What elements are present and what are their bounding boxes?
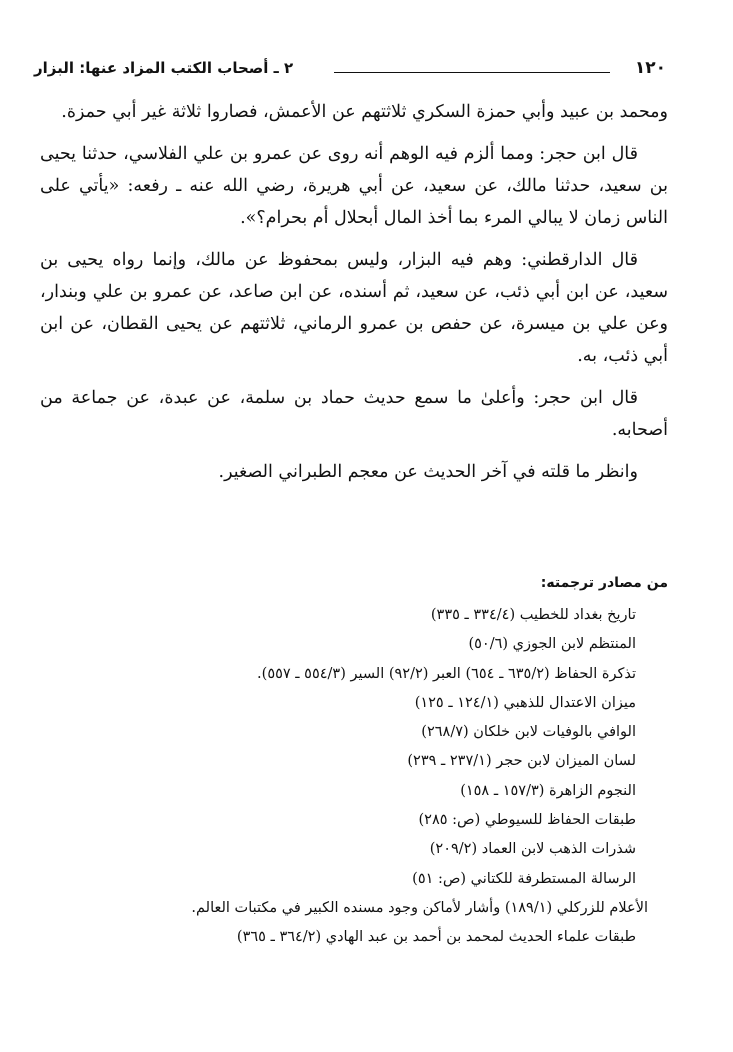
paragraph: قال ابن حجر: ومما ألزم فيه الوهم أنه روى عن عمرو بن علي الفلاسي، حدثنا يحيى بن سعيد، حدثنا مالك، عن سعيد، عن أبي هريرة، رضي الله عنه ـ رفعه: «يأتي على الناس زمان لا يبالي المرء بما أخذ المال أبحلال أم بحرام؟». bbox=[40, 144, 668, 228]
paragraph: قال ابن حجر: وأعلىٰ ما سمع حديث حماد بن سلمة، عن عبدة، عن جماعة من أصحابه. bbox=[40, 388, 668, 440]
page-number: ١٢٠ bbox=[634, 58, 666, 78]
paragraph: ومحمد بن عبيد وأبي حمزة السكري ثلاثتهم عن الأعمش، فصاروا ثلاثة غير أبي حمزة. bbox=[61, 102, 668, 122]
paragraph: قال الدارقطني: وهم فيه البزار، وليس بمحفوظ عن مالك، وإنما رواه يحيى بن سعيد، عن ابن أبي ذئب، عن سعيد، ثم أسنده، عن ابن صاعد، عن عمرو بن علي وبندار، وعن علي بن ميسرة، عن حفص بن عمرو الرماني، ثلاثتهم عن يحيى القطان، عن ابن أبي ذئب، به. bbox=[40, 250, 668, 366]
source-item: تذكرة الحفاظ (٦٣٥/٢ ـ ٦٥٤) العبر (٩٢/٢) السير (٥٥٤/٣ ـ ٥٥٧). bbox=[257, 665, 636, 682]
paragraph: وانظر ما قلته في آخر الحديث عن معجم الطبراني الصغير. bbox=[218, 462, 638, 482]
sources-heading: من مصادر ترجمته: bbox=[540, 575, 668, 591]
source-item: شذرات الذهب لابن العماد (٢٠٩/٢) bbox=[429, 841, 636, 858]
source-item: طبقات علماء الحديث لمحمد بن أحمد بن عبد الهادي (٣٦٤/٢ ـ ٣٦٥) bbox=[236, 929, 636, 946]
sources-list bbox=[40, 601, 668, 953]
running-header bbox=[34, 58, 666, 86]
source-item: الأعلام للزركلي (١٨٩/١) وأشار لأماكن وجود مسنده الكبير في مكتبات العالم. bbox=[191, 899, 648, 916]
source-item: المنتظم لابن الجوزي (٥٠/٦) bbox=[468, 636, 636, 653]
main-text bbox=[40, 96, 668, 498]
source-item: تاريخ بغداد للخطيب (٣٣٤/٤ ـ ٣٣٥) bbox=[430, 607, 636, 623]
source-item: الوافي بالوفيات لابن خلكان (٢٦٨/٧) bbox=[421, 724, 636, 741]
source-item: النجوم الزاهرة (١٥٧/٣ ـ ١٥٨) bbox=[460, 782, 636, 799]
sources-section bbox=[40, 575, 668, 953]
source-item: الرسالة المستطرفة للكتاني (ص: ٥١) bbox=[412, 870, 636, 887]
header-rule bbox=[334, 72, 610, 73]
source-item: ميزان الاعتدال للذهبي (١٢٤/١ ـ ١٢٥) bbox=[414, 694, 636, 711]
source-item: طبقات الحفاظ للسيوطي (ص: ٢٨٥) bbox=[418, 812, 636, 829]
source-item: لسان الميزان لابن حجر (٢٣٧/١ ـ ٢٣٩) bbox=[407, 753, 636, 770]
chapter-title: ٢ ـ أصحاب الكتب المزاد عنها: البزار bbox=[34, 59, 294, 77]
